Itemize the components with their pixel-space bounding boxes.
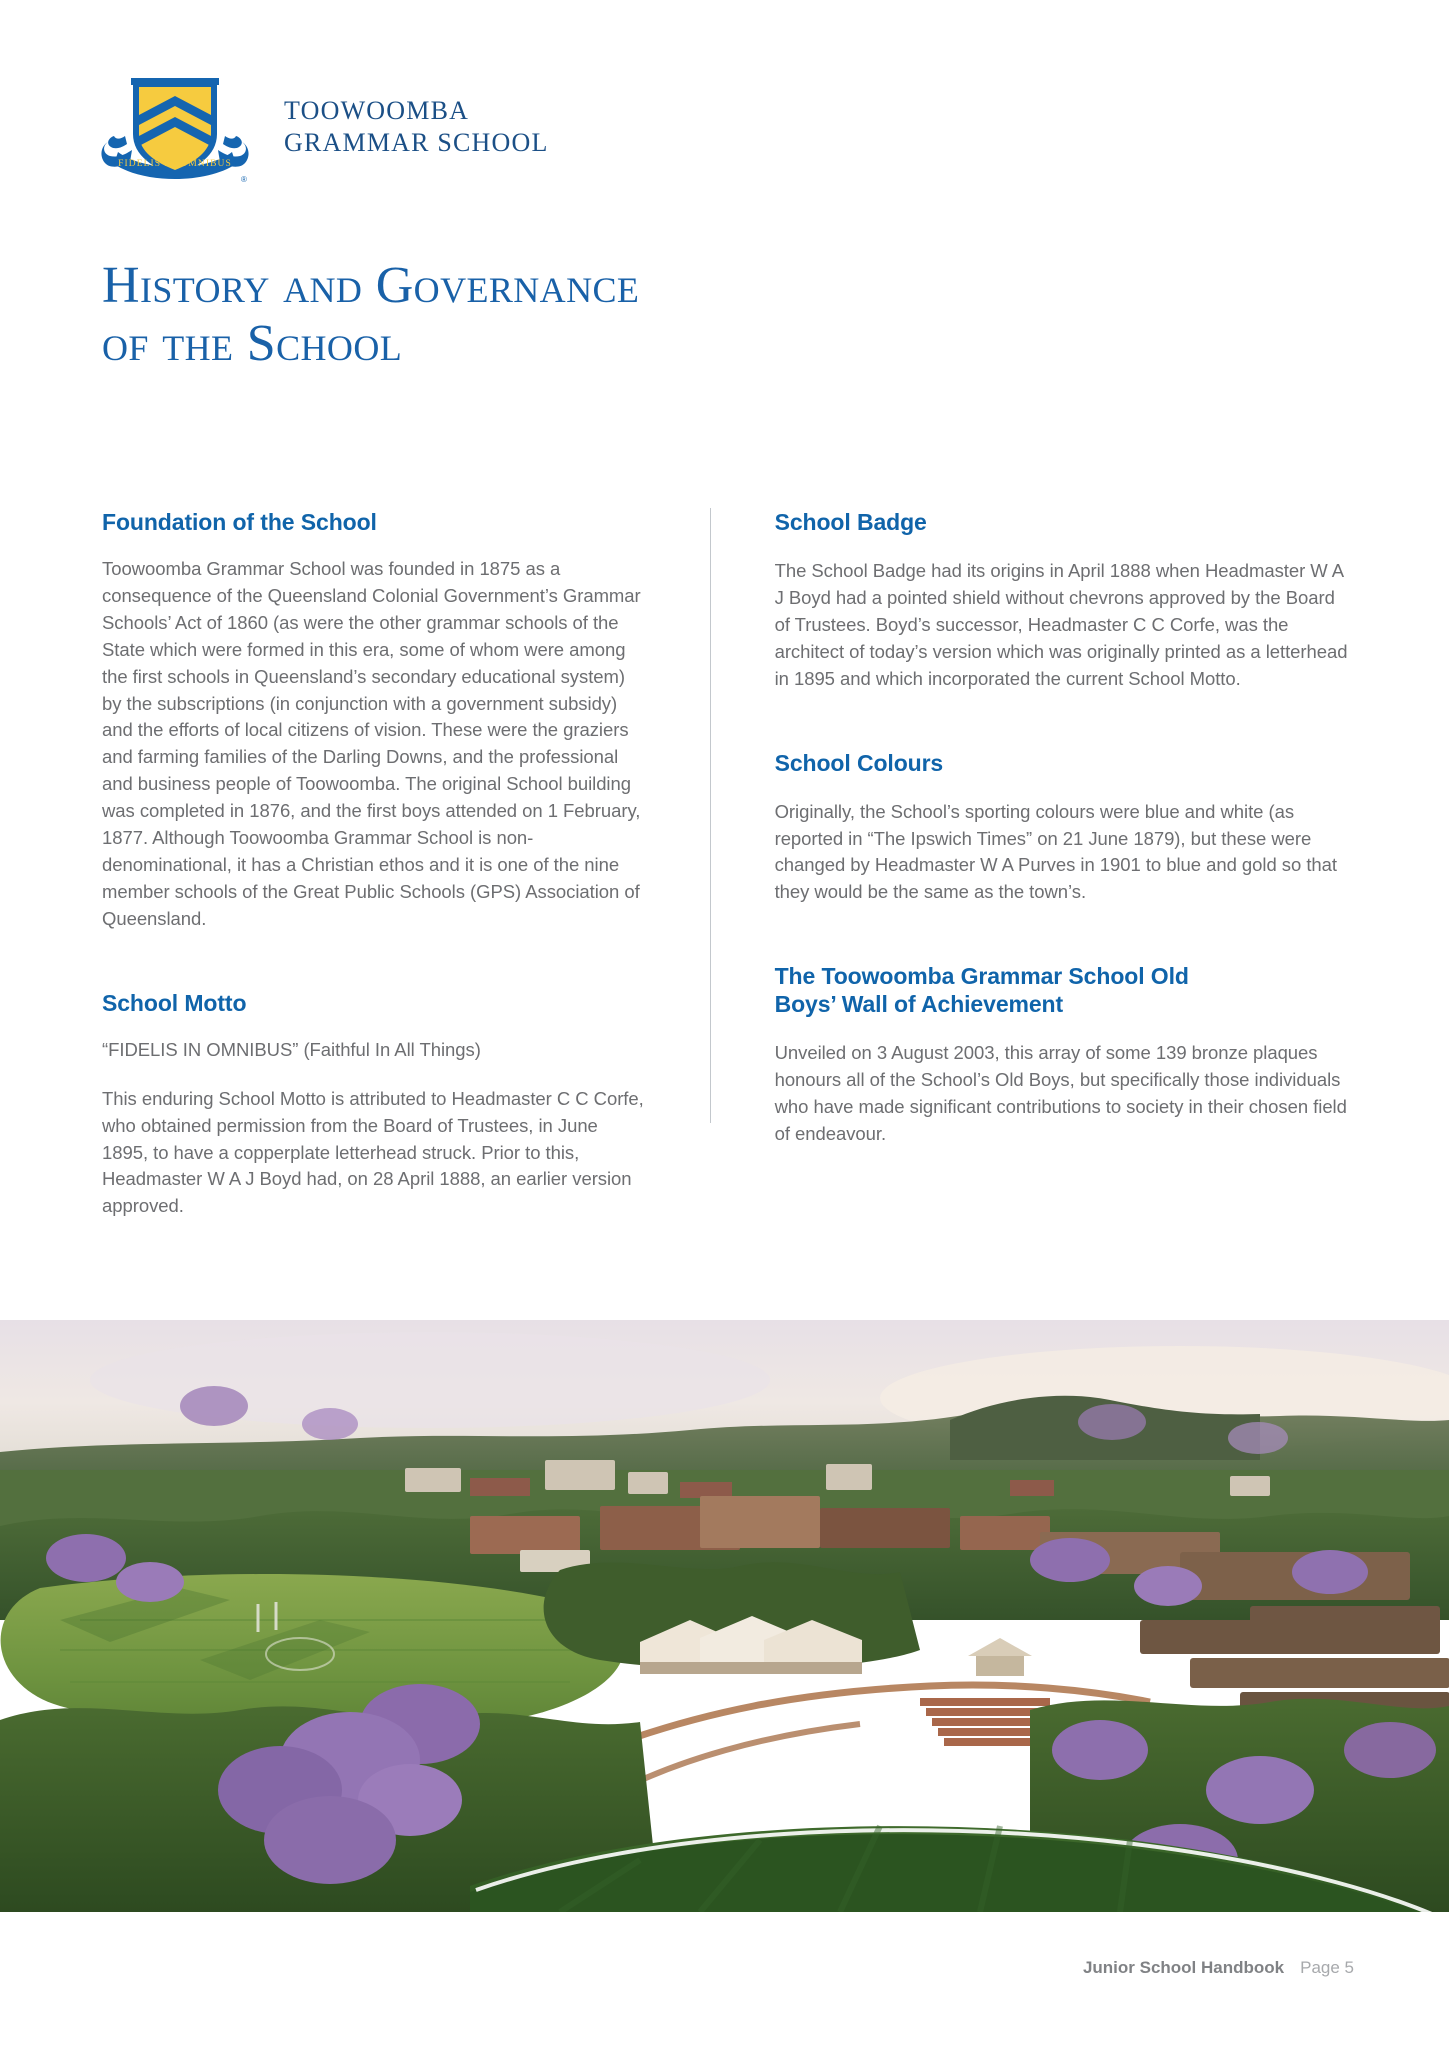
footer-page-number: Page 5 xyxy=(1300,1958,1354,1977)
left-column xyxy=(102,508,690,1220)
section-heading: School Badge xyxy=(774,509,927,535)
section-paragraph: “FIDELIS IN OMNIBUS” (Faithful In All Things) xyxy=(102,1038,481,1060)
page-title xyxy=(102,257,962,373)
wordmark-line-2: GRAMMAR SCHOOL xyxy=(284,128,549,157)
page-title-line-2: of the School xyxy=(102,315,403,373)
section-foundation-of-the-school xyxy=(102,508,645,933)
right-column xyxy=(711,508,1352,1220)
page-footer xyxy=(1083,1958,1354,1978)
school-logo-header xyxy=(100,70,549,190)
section-heading xyxy=(775,962,1352,1018)
section-heading: Foundation of the School xyxy=(102,509,377,535)
section-school-badge xyxy=(775,508,1352,693)
section-paragraph: Toowoomba Grammar School was founded in 1875 as a consequence of the Queensland Colonial Government’s Grammar Schools’ Act of 1860 (as were the other grammar schools of the State which were formed in this era, some of whom were among the first schools in Queensland’s secondary educational system) by the subscriptions (in conjunction with a government subsidy) and the efforts of local citizens of vision. These were the graziers and farming families of the Darling Downs, and the professional and business people of Toowoomba. The original School building was completed in 1876, and the first boys attended on 1 February, 1877. Although Toowoomba Grammar School is non-denominational, it has a Christian ethos and it is one of the nine member schools of the Great Public Schools (GPS) Association of Queensland. xyxy=(102,558,641,929)
section-paragraph: Unveiled on 3 August 2003, this array of some 139 bronze plaques honours all of the School’s Old Boys, but specifically those individuals who have made significant contributions to society in their chosen field of endeavour. xyxy=(774,1042,1347,1145)
rotunda xyxy=(968,1638,1032,1676)
section-paragraph: Originally, the School’s sporting colours were blue and white (as reported in “The Ipswich Times” on 21 June 1879), but these were changed by Headmaster W A Purves in 1901 to blue and gold so that they would be the same as the town’s. xyxy=(774,800,1337,903)
section-heading-line-2: Boys’ Wall of Achievement xyxy=(774,991,1064,1018)
crest-motto-text: FIDELIS IN OMNIBUS xyxy=(118,159,232,169)
section-school-colours xyxy=(775,749,1352,907)
school-wordmark xyxy=(284,95,549,164)
section-paragraph: The School Badge had its origins in April 1888 when Headmaster W A J Boyd had a pointed shield without chevrons approved by the Board of Trustees. Boyd’s successor, Headmaster C C Corfe, was the architect of today’s version which was originally printed as a letterhead in 1895 and which incorporated the current School Motto. xyxy=(774,560,1348,689)
campus-aerial-photo xyxy=(0,1320,1449,1912)
section-heading-line-1: The Toowoomba Grammar School Old xyxy=(774,963,1189,990)
section-heading: School Motto xyxy=(102,989,247,1016)
section-paragraph: This enduring School Motto is attributed to Headmaster C C Corfe, who obtained permission from the Board of Trustees, in June 1895, to have a copperplate letterhead struck. Prior to this, Headmaster W A J Boyd had, on 28 April 1888, an earlier version approved. xyxy=(102,1087,644,1217)
section-old-boys-wall-of-achievement xyxy=(775,962,1352,1148)
footer-document-title: Junior School Handbook xyxy=(1082,1958,1285,1977)
section-heading: School Colours xyxy=(774,749,944,776)
registered-mark: ® xyxy=(241,175,247,184)
page-title-line-1: History and Governance xyxy=(102,256,640,314)
section-school-motto xyxy=(102,989,645,1220)
wordmark-line-1: TOOWOOMBA xyxy=(284,96,470,126)
school-crest-icon xyxy=(100,70,250,190)
content-columns xyxy=(102,508,1352,1220)
